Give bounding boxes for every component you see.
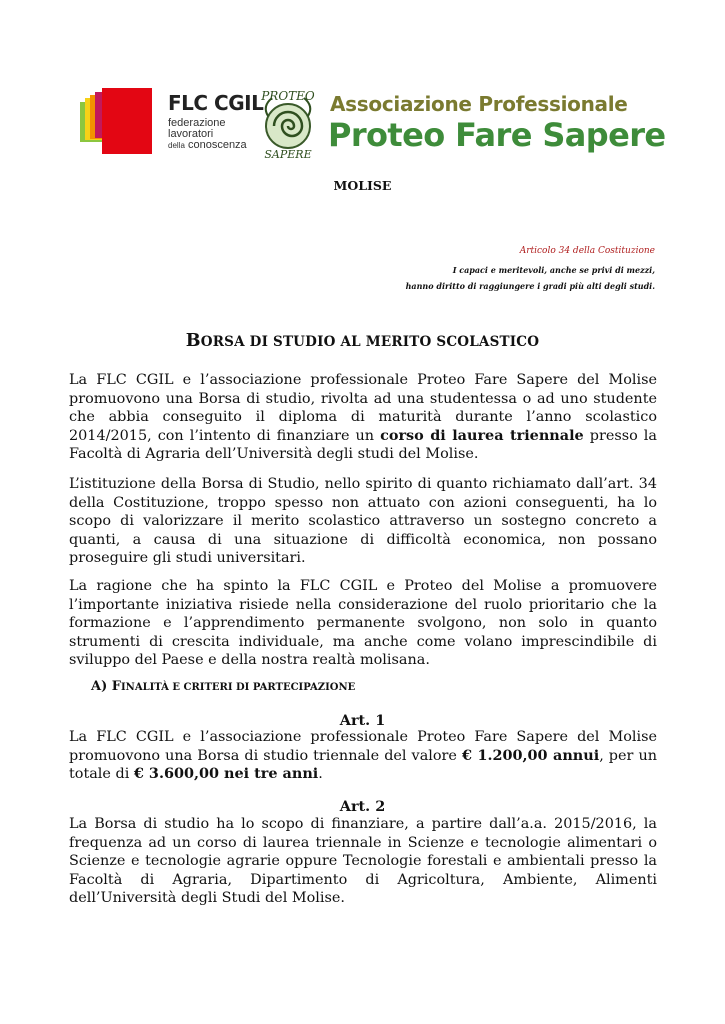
flc-cgil-subtitle (168, 118, 247, 151)
quote-title: Articolo 34 della Costituzione (519, 246, 655, 256)
art1-text-e: . (318, 766, 323, 783)
flc-sub-conoscenza: conoscenza (187, 139, 247, 151)
art1-total-amount: € 3.600,00 nei tre anni (133, 765, 319, 783)
section-a-heading (91, 679, 355, 694)
flc-cgil-wordmark: FLC CGIL (168, 91, 264, 115)
flc-cgil-logo (80, 88, 264, 160)
title-initial: B (185, 331, 201, 351)
article-2-body: La Borsa di studio ha lo scopo di finanziare, a partire dall’a.a. 2015/2016, la frequenza ad un corso di laurea triennale in Scienze e tecnologie alimentari o Scienze e tecnologie agrarie oppure Tecnologie forestali e ambientali presso la Facoltà di Agraria, Dipartimento di Agricoltura, Ambiente, Alimenti dell’Università degli Studi del Molise. (69, 816, 657, 907)
intro-paragraph (69, 371, 657, 464)
title-rest: ORSA DI STUDIO AL MERITO SCOLASTICO (200, 334, 540, 350)
region-label: MOLISE (333, 178, 392, 193)
logo-square-red (102, 88, 152, 154)
art1-text-c: , per un totale di (69, 747, 657, 783)
article-2-heading: Art. 2 (339, 798, 386, 815)
quote-line-2: hanno diritto di raggiungere i gradi più alti degli studi. (405, 281, 655, 291)
proteo-logo-emblem (254, 86, 324, 160)
proteo-name: Proteo Fare Sapere (328, 116, 666, 154)
purpose-paragraph: L’istituzione della Borsa di Studio, nello spirito di quanto richiamato dall’art. 34 della Costituzione, troppo spesso non attuato con azioni conseguenti, ha lo scopo di valorizzare il merito scolastico attraverso un sostegno concreto a quanti, a causa di una situazione di difficoltà economica, non possano proseguire gli studi universitari. (69, 476, 657, 567)
flc-sub-della: della (168, 141, 185, 150)
art1-annual-amount: € 1.200,00 annui (461, 746, 600, 764)
flc-sub-line3 (168, 140, 247, 151)
section-a-initial: F (111, 679, 121, 694)
svg-text:SAPERE: SAPERE (264, 148, 312, 160)
proteo-association-label: Associazione Professionale (330, 92, 628, 116)
section-a-prefix: A) (91, 679, 112, 694)
svg-text:PROTEO: PROTEO (261, 89, 315, 103)
art1-text-a: La FLC CGIL e l’associazione professionale Proteo Fare Sapere del Molise promuovono una Borsa di studio triennale del valore (69, 729, 657, 764)
flc-sub-line2: lavoratori (168, 128, 214, 140)
proteo-emblem-icon (254, 86, 324, 160)
reason-paragraph: La ragione che ha spinto la FLC CGIL e Proteo del Molise a promuovere l’importante iniziativa risiede nella considerazione del ruolo prioritario che la formazione e l’apprendimento permanente svolgono, non solo in quanto strumenti di crescita individuale, ma anche come volano imprescindibile di sviluppo del Paese e della nostra realtà molisana. (69, 578, 657, 669)
p1-text-a: La FLC CGIL e l’associazione professionale Proteo Fare Sapere del Molise promuovono una Borsa di studio, rivolta ad una studentessa o ad uno studente che abbia conseguito il diploma di maturità durante l’anno scolastico 2014/2015, con l’intento di finanziare un (69, 372, 657, 444)
article-1-heading: Art. 1 (339, 712, 386, 729)
p1-bold: corso di laurea triennale (380, 426, 584, 444)
section-a-rest: INALITÀ E CRITERI DI PARTECIPAZIONE (121, 682, 356, 693)
flc-sub-line1: federazione (168, 117, 226, 129)
document-title (0, 331, 725, 351)
quote-line-1: I capaci e meritevoli, anche se privi di mezzi, (452, 265, 655, 275)
p1-text-c: presso la Facoltà di Agraria dell’Università degli studi del Molise. (69, 427, 657, 463)
article-1-body (69, 728, 657, 784)
